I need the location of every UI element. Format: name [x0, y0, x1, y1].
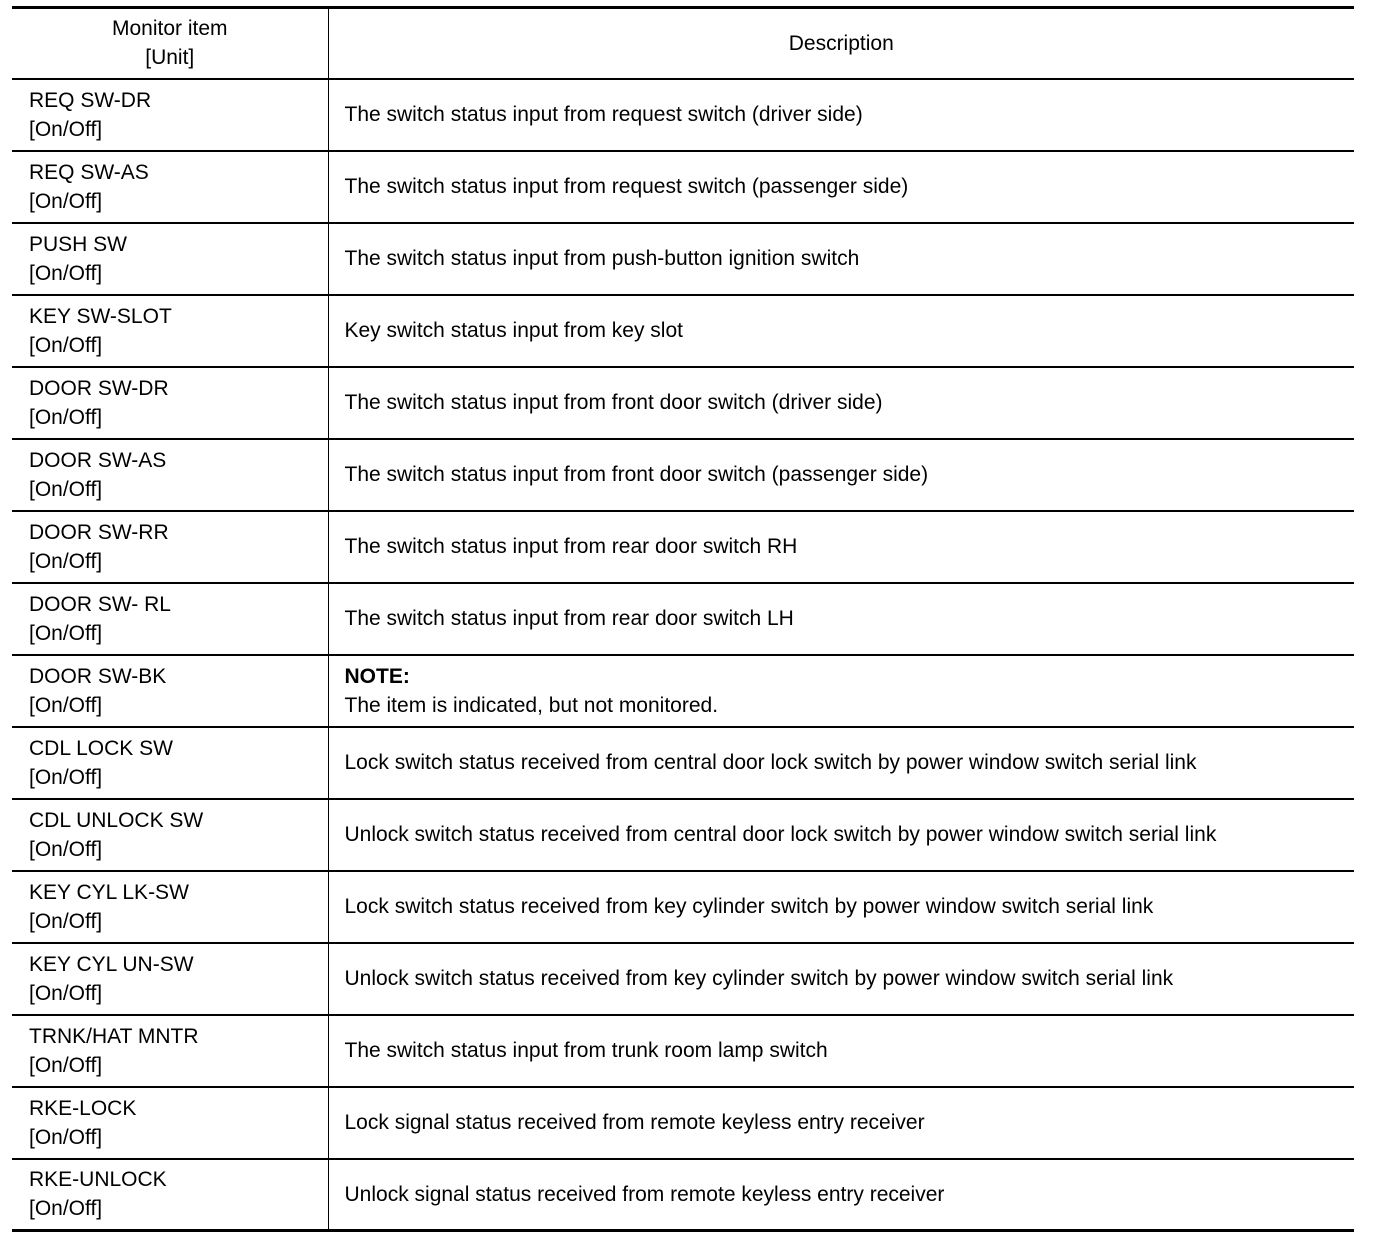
table-row [12, 79, 1354, 151]
table-row [12, 583, 1354, 655]
description-cell [328, 439, 1354, 511]
monitor-item-unit: [On/Off] [29, 981, 103, 1005]
table-header-row [12, 8, 1354, 79]
monitor-item-table [12, 6, 1354, 1232]
monitor-item-name: DOOR SW-AS [29, 448, 167, 472]
description-text: Lock switch status received from central door lock switch by power window switch serial link [344, 751, 1197, 774]
description-cell [328, 223, 1354, 295]
monitor-item-unit: [On/Off] [29, 621, 103, 645]
table-row [12, 439, 1354, 511]
table-row [12, 511, 1354, 583]
monitor-item-cell [12, 1015, 328, 1087]
description-text: Lock signal status received from remote keyless entry receiver [344, 1111, 925, 1134]
monitor-item-unit: [On/Off] [29, 693, 103, 717]
monitor-item-unit: [On/Off] [29, 909, 103, 933]
table-row [12, 655, 1354, 727]
monitor-item-name: KEY SW-SLOT [29, 304, 172, 328]
monitor-item-name: DOOR SW-RR [29, 520, 169, 544]
monitor-item-cell [12, 223, 328, 295]
table-row [12, 1087, 1354, 1159]
description-cell [328, 943, 1354, 1015]
monitor-item-unit: [On/Off] [29, 1125, 103, 1149]
description-cell [328, 799, 1354, 871]
monitor-item-cell [12, 655, 328, 727]
description-text: The switch status input from front door switch (driver side) [344, 391, 883, 414]
monitor-item-name: KEY CYL UN-SW [29, 952, 194, 976]
description-text: Unlock switch status received from key cylinder switch by power window switch serial link [344, 967, 1174, 990]
description-cell [328, 367, 1354, 439]
description-text: Unlock signal status received from remote keyless entry receiver [344, 1182, 945, 1206]
monitor-item-name: TRNK/HAT MNTR [29, 1024, 199, 1048]
monitor-item-unit: [On/Off] [29, 765, 103, 789]
monitor-item-cell [12, 439, 328, 511]
table-row [12, 1159, 1354, 1231]
table-row [12, 367, 1354, 439]
header-description [328, 8, 1354, 79]
monitor-item-unit: [On/Off] [29, 1197, 103, 1221]
monitor-item-name: REQ SW-DR [29, 88, 152, 112]
description-cell [328, 1159, 1354, 1231]
description-cell [328, 871, 1354, 943]
note-label: NOTE: [344, 664, 410, 688]
monitor-item-name: RKE-UNLOCK [29, 1168, 167, 1192]
monitor-table-container [12, 6, 1354, 1232]
monitor-item-name: CDL UNLOCK SW [29, 808, 204, 832]
table-row [12, 151, 1354, 223]
description-text: Unlock switch status received from central door lock switch by power window switch serial link [344, 823, 1217, 846]
monitor-item-cell [12, 511, 328, 583]
table-row [12, 295, 1354, 367]
table-row [12, 223, 1354, 295]
table-row [12, 1015, 1354, 1087]
monitor-item-name: RKE-LOCK [29, 1096, 137, 1120]
description-text: The item is indicated, but not monitored. [344, 693, 719, 717]
monitor-item-name: PUSH SW [29, 232, 128, 256]
monitor-item-name: DOOR SW-BK [29, 664, 167, 688]
description-text: The switch status input from request switch (passenger side) [344, 175, 909, 198]
description-text: The switch status input from trunk room lamp switch [344, 1039, 828, 1062]
monitor-item-unit: [On/Off] [29, 549, 103, 573]
monitor-item-cell [12, 367, 328, 439]
description-cell [328, 511, 1354, 583]
monitor-item-name: REQ SW-AS [29, 160, 149, 184]
monitor-item-cell [12, 151, 328, 223]
monitor-item-cell [12, 727, 328, 799]
monitor-item-unit: [On/Off] [29, 837, 103, 861]
description-cell [328, 151, 1354, 223]
description-text: The switch status input from front door switch (passenger side) [344, 463, 929, 486]
description-cell [328, 655, 1354, 727]
description-cell [328, 79, 1354, 151]
monitor-item-cell [12, 871, 328, 943]
description-text: The switch status input from rear door switch RH [344, 535, 798, 558]
monitor-item-cell [12, 943, 328, 1015]
description-cell [328, 295, 1354, 367]
monitor-item-unit: [On/Off] [29, 333, 103, 357]
monitor-item-cell [12, 1087, 328, 1159]
monitor-item-unit: [On/Off] [29, 189, 103, 213]
monitor-item-name: DOOR SW-DR [29, 376, 169, 400]
table-row [12, 871, 1354, 943]
monitor-item-unit: [On/Off] [29, 117, 103, 141]
description-cell [328, 1015, 1354, 1087]
header-description-label: Description [788, 31, 894, 55]
description-cell [328, 1087, 1354, 1159]
monitor-item-name: KEY CYL LK-SW [29, 880, 189, 904]
table-row [12, 799, 1354, 871]
table-row [12, 943, 1354, 1015]
monitor-item-cell [12, 583, 328, 655]
monitor-item-cell [12, 79, 328, 151]
description-text: The switch status input from push-button ignition switch [344, 247, 860, 270]
header-monitor-item [12, 8, 328, 79]
table-row [12, 727, 1354, 799]
monitor-item-cell [12, 1159, 328, 1231]
monitor-item-cell [12, 799, 328, 871]
description-cell [328, 727, 1354, 799]
monitor-item-name: DOOR SW- RL [29, 592, 171, 616]
monitor-item-unit: [On/Off] [29, 261, 103, 285]
header-unit-label: [Unit] [145, 46, 195, 70]
monitor-item-name: CDL LOCK SW [29, 736, 173, 760]
monitor-item-unit: [On/Off] [29, 1053, 103, 1077]
monitor-item-unit: [On/Off] [29, 405, 103, 429]
description-text: The switch status input from rear door switch LH [344, 607, 794, 630]
monitor-item-unit: [On/Off] [29, 477, 103, 501]
description-text: The switch status input from request switch (driver side) [344, 103, 863, 126]
description-text: Key switch status input from key slot [344, 319, 683, 342]
header-item-label: Monitor item [111, 17, 228, 41]
description-cell [328, 583, 1354, 655]
monitor-item-cell [12, 295, 328, 367]
description-text: Lock switch status received from key cylinder switch by power window switch serial link [344, 895, 1154, 918]
